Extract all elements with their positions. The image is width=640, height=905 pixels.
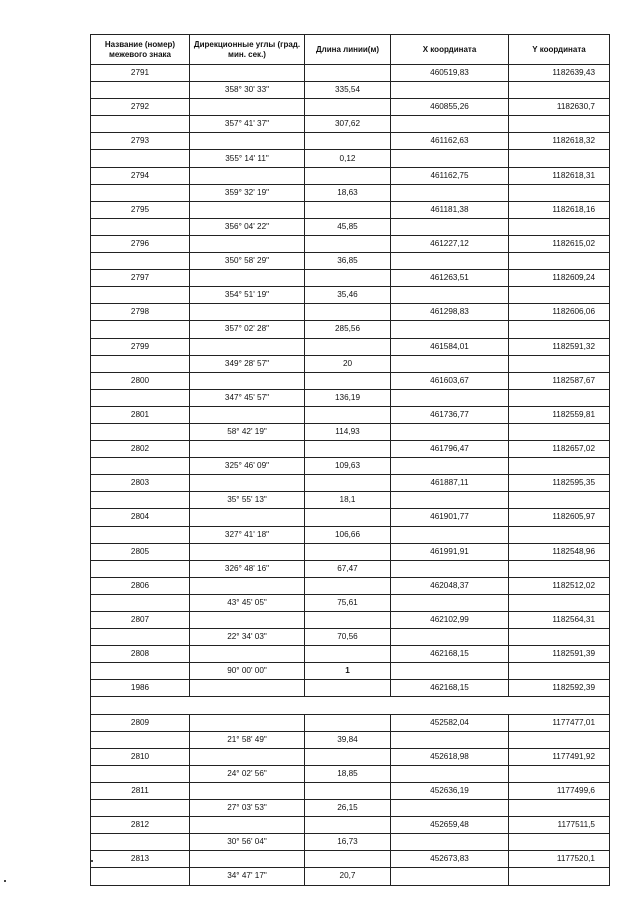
point-name-cell: 2801: [91, 406, 190, 423]
point-name-cell: [91, 492, 190, 509]
length-cell: 75,61: [305, 594, 391, 611]
y-coordinate-cell: 1182639,43: [509, 65, 610, 82]
angle-cell: [190, 817, 305, 834]
header-row: [91, 35, 610, 65]
point-row: [91, 304, 610, 321]
line-row: [91, 663, 610, 680]
x-coordinate-cell: 461162,63: [391, 133, 509, 150]
y-coordinate-cell: 1182605,97: [509, 509, 610, 526]
y-coordinate-cell: [509, 218, 610, 235]
x-coordinate-cell: [391, 150, 509, 167]
y-coordinate-cell: [509, 150, 610, 167]
point-row: [91, 509, 610, 526]
y-coordinate-cell: [509, 321, 610, 338]
point-name-cell: 2803: [91, 475, 190, 492]
point-row: [91, 782, 610, 799]
length-cell: [305, 714, 391, 731]
gap-cell: [91, 697, 610, 714]
point-row: [91, 235, 610, 252]
length-cell: 109,63: [305, 458, 391, 475]
y-coordinate-cell: [509, 663, 610, 680]
y-coordinate-cell: 1182618,32: [509, 133, 610, 150]
length-cell: 26,15: [305, 800, 391, 817]
point-row: [91, 372, 610, 389]
y-coordinate-cell: [509, 253, 610, 270]
gap-row: [91, 697, 610, 714]
y-coordinate-cell: [509, 629, 610, 646]
point-name-cell: 2806: [91, 577, 190, 594]
x-coordinate-cell: [391, 800, 509, 817]
angle-cell: [190, 99, 305, 116]
point-row: [91, 99, 610, 116]
y-coordinate-cell: [509, 287, 610, 304]
point-name-cell: 2798: [91, 304, 190, 321]
point-name-cell: 2808: [91, 646, 190, 663]
length-cell: [305, 338, 391, 355]
point-row: [91, 475, 610, 492]
angle-cell: 359° 32' 19": [190, 184, 305, 201]
x-coordinate-cell: [391, 287, 509, 304]
length-cell: 39,84: [305, 731, 391, 748]
y-coordinate-cell: [509, 116, 610, 133]
point-row: [91, 441, 610, 458]
point-name-cell: 1986: [91, 680, 190, 697]
length-cell: [305, 270, 391, 287]
x-coordinate-cell: [391, 834, 509, 851]
x-coordinate-cell: [391, 355, 509, 372]
x-coordinate-cell: [391, 218, 509, 235]
length-cell: [305, 851, 391, 868]
line-row: [91, 492, 610, 509]
x-coordinate-cell: 461887,11: [391, 475, 509, 492]
point-name-cell: 2805: [91, 543, 190, 560]
angle-cell: [190, 235, 305, 252]
length-cell: 16,73: [305, 834, 391, 851]
line-row: [91, 526, 610, 543]
y-coordinate-cell: 1177520,1: [509, 851, 610, 868]
point-name-cell: 2792: [91, 99, 190, 116]
length-cell: 335,54: [305, 82, 391, 99]
line-row: [91, 594, 610, 611]
x-coordinate-cell: [391, 82, 509, 99]
angle-cell: [190, 270, 305, 287]
line-row: [91, 218, 610, 235]
x-coordinate-cell: 452582,04: [391, 714, 509, 731]
length-cell: [305, 543, 391, 560]
angle-cell: 350° 58' 29": [190, 253, 305, 270]
point-name-cell: [91, 253, 190, 270]
line-row: [91, 765, 610, 782]
length-cell: [305, 475, 391, 492]
y-coordinate-cell: 1182657,02: [509, 441, 610, 458]
y-coordinate-cell: [509, 389, 610, 406]
x-coordinate-cell: 461227,12: [391, 235, 509, 252]
length-cell: 18,85: [305, 765, 391, 782]
x-coordinate-cell: 461901,77: [391, 509, 509, 526]
angle-cell: 327° 41' 18": [190, 526, 305, 543]
y-coordinate-cell: 1182615,02: [509, 235, 610, 252]
length-cell: 106,66: [305, 526, 391, 543]
length-cell: [305, 406, 391, 423]
length-cell: [305, 646, 391, 663]
x-coordinate-cell: [391, 423, 509, 440]
length-cell: [305, 65, 391, 82]
point-row: [91, 577, 610, 594]
x-coordinate-cell: [391, 458, 509, 475]
point-name-cell: [91, 594, 190, 611]
length-cell: [305, 99, 391, 116]
point-name-cell: [91, 150, 190, 167]
angle-cell: [190, 714, 305, 731]
angle-cell: [190, 577, 305, 594]
angle-cell: 349° 28' 57": [190, 355, 305, 372]
length-cell: 35,46: [305, 287, 391, 304]
point-name-cell: 2804: [91, 509, 190, 526]
x-coordinate-cell: [391, 594, 509, 611]
point-name-cell: [91, 765, 190, 782]
x-coordinate-cell: 461162,75: [391, 167, 509, 184]
x-coordinate-cell: 462102,99: [391, 612, 509, 629]
length-cell: [305, 167, 391, 184]
angle-cell: [190, 680, 305, 697]
point-name-cell: [91, 800, 190, 817]
angle-cell: 326° 48' 16": [190, 560, 305, 577]
y-coordinate-cell: [509, 800, 610, 817]
x-coordinate-cell: [391, 116, 509, 133]
scan-speck: [4, 880, 6, 882]
length-cell: 0,12: [305, 150, 391, 167]
angle-cell: 21° 58' 49": [190, 731, 305, 748]
x-coordinate-cell: 461796,47: [391, 441, 509, 458]
x-coordinate-cell: 461736,77: [391, 406, 509, 423]
angle-cell: [190, 372, 305, 389]
y-coordinate-cell: 1177477,01: [509, 714, 610, 731]
length-cell: 20: [305, 355, 391, 372]
line-row: [91, 800, 610, 817]
x-coordinate-cell: [391, 731, 509, 748]
point-name-cell: [91, 218, 190, 235]
length-cell: [305, 201, 391, 218]
angle-cell: 356° 04' 22": [190, 218, 305, 235]
point-name-cell: [91, 82, 190, 99]
line-row: [91, 868, 610, 885]
point-name-cell: [91, 834, 190, 851]
point-row: [91, 714, 610, 731]
angle-cell: [190, 133, 305, 150]
length-cell: 18,63: [305, 184, 391, 201]
point-name-cell: 2791: [91, 65, 190, 82]
length-cell: 67,47: [305, 560, 391, 577]
x-coordinate-cell: 452659,48: [391, 817, 509, 834]
length-cell: [305, 748, 391, 765]
y-coordinate-cell: 1182595,35: [509, 475, 610, 492]
y-coordinate-cell: 1182564,31: [509, 612, 610, 629]
y-coordinate-cell: 1182630,7: [509, 99, 610, 116]
length-cell: [305, 509, 391, 526]
point-row: [91, 646, 610, 663]
y-coordinate-cell: 1177499,6: [509, 782, 610, 799]
x-coordinate-cell: 452673,83: [391, 851, 509, 868]
y-coordinate-cell: [509, 355, 610, 372]
angle-cell: [190, 304, 305, 321]
angle-cell: 355° 14' 11": [190, 150, 305, 167]
x-coordinate-cell: 460519,83: [391, 65, 509, 82]
angle-cell: [190, 646, 305, 663]
point-name-cell: 2795: [91, 201, 190, 218]
y-coordinate-cell: 1182548,96: [509, 543, 610, 560]
point-row: [91, 133, 610, 150]
angle-cell: [190, 441, 305, 458]
line-row: [91, 150, 610, 167]
point-row: [91, 748, 610, 765]
y-coordinate-cell: 1182606,06: [509, 304, 610, 321]
point-name-cell: 2810: [91, 748, 190, 765]
y-coordinate-cell: 1177491,92: [509, 748, 610, 765]
table-body: [91, 65, 610, 886]
x-coordinate-cell: [391, 184, 509, 201]
point-row: [91, 612, 610, 629]
x-coordinate-cell: 462048,37: [391, 577, 509, 594]
y-coordinate-cell: 1182609,24: [509, 270, 610, 287]
line-row: [91, 321, 610, 338]
angle-cell: [190, 201, 305, 218]
point-name-cell: [91, 868, 190, 885]
point-name-cell: [91, 389, 190, 406]
point-name-cell: [91, 184, 190, 201]
x-coordinate-cell: 461263,51: [391, 270, 509, 287]
angle-cell: [190, 338, 305, 355]
angle-cell: 43° 45' 05": [190, 594, 305, 611]
point-name-cell: [91, 355, 190, 372]
point-row: [91, 65, 610, 82]
point-row: [91, 167, 610, 184]
angle-cell: [190, 406, 305, 423]
y-coordinate-cell: [509, 594, 610, 611]
line-row: [91, 116, 610, 133]
x-coordinate-cell: [391, 492, 509, 509]
x-coordinate-cell: [391, 868, 509, 885]
x-coordinate-cell: [391, 765, 509, 782]
scan-speck: [91, 860, 93, 862]
point-name-cell: 2807: [91, 612, 190, 629]
length-cell: 1: [305, 663, 391, 680]
point-name-cell: 2809: [91, 714, 190, 731]
point-name-cell: 2813: [91, 851, 190, 868]
line-row: [91, 82, 610, 99]
length-cell: 36,85: [305, 253, 391, 270]
point-name-cell: [91, 287, 190, 304]
x-coordinate-cell: 461298,83: [391, 304, 509, 321]
line-row: [91, 355, 610, 372]
point-row: [91, 201, 610, 218]
x-coordinate-cell: 461603,67: [391, 372, 509, 389]
x-coordinate-cell: [391, 526, 509, 543]
length-cell: 307,62: [305, 116, 391, 133]
point-row: [91, 406, 610, 423]
length-cell: [305, 441, 391, 458]
x-coordinate-cell: 462168,15: [391, 680, 509, 697]
point-name-cell: 2811: [91, 782, 190, 799]
angle-cell: [190, 612, 305, 629]
point-row: [91, 270, 610, 287]
point-name-cell: [91, 629, 190, 646]
y-coordinate-cell: 1182591,39: [509, 646, 610, 663]
point-name-cell: [91, 663, 190, 680]
angle-cell: 357° 02' 28": [190, 321, 305, 338]
length-cell: [305, 133, 391, 150]
line-row: [91, 287, 610, 304]
line-row: [91, 834, 610, 851]
length-cell: [305, 304, 391, 321]
y-coordinate-cell: [509, 731, 610, 748]
length-cell: [305, 612, 391, 629]
angle-cell: [190, 509, 305, 526]
point-name-cell: [91, 423, 190, 440]
x-coordinate-cell: 460855,26: [391, 99, 509, 116]
angle-cell: 354° 51' 19": [190, 287, 305, 304]
point-row: [91, 851, 610, 868]
angle-cell: [190, 65, 305, 82]
angle-cell: [190, 782, 305, 799]
line-row: [91, 423, 610, 440]
y-coordinate-cell: 1182618,16: [509, 201, 610, 218]
y-coordinate-cell: [509, 560, 610, 577]
x-coordinate-cell: 452618,98: [391, 748, 509, 765]
angle-cell: 27° 03' 53": [190, 800, 305, 817]
angle-cell: 30° 56' 04": [190, 834, 305, 851]
x-coordinate-cell: [391, 253, 509, 270]
x-coordinate-cell: [391, 629, 509, 646]
line-row: [91, 184, 610, 201]
y-coordinate-cell: 1182618,31: [509, 167, 610, 184]
line-row: [91, 560, 610, 577]
x-coordinate-cell: 462168,15: [391, 646, 509, 663]
y-coordinate-cell: 1182512,02: [509, 577, 610, 594]
length-cell: 18,1: [305, 492, 391, 509]
angle-cell: [190, 851, 305, 868]
y-coordinate-cell: 1182591,32: [509, 338, 610, 355]
y-coordinate-cell: [509, 82, 610, 99]
point-row: [91, 680, 610, 697]
point-row: [91, 338, 610, 355]
x-coordinate-cell: [391, 560, 509, 577]
point-name-cell: [91, 560, 190, 577]
line-row: [91, 253, 610, 270]
boundary-coordinates-table: [90, 34, 610, 886]
y-coordinate-cell: [509, 184, 610, 201]
angle-cell: 347° 45' 57": [190, 389, 305, 406]
point-name-cell: [91, 731, 190, 748]
y-coordinate-cell: [509, 423, 610, 440]
x-coordinate-cell: 461991,91: [391, 543, 509, 560]
x-coordinate-cell: 461584,01: [391, 338, 509, 355]
length-cell: [305, 782, 391, 799]
point-name-cell: 2802: [91, 441, 190, 458]
header-angles: Дирекционные углы (град. мин. сек.): [190, 35, 305, 65]
length-cell: 70,56: [305, 629, 391, 646]
angle-cell: [190, 167, 305, 184]
point-row: [91, 543, 610, 560]
line-row: [91, 458, 610, 475]
y-coordinate-cell: [509, 868, 610, 885]
length-cell: [305, 372, 391, 389]
length-cell: 20,7: [305, 868, 391, 885]
line-row: [91, 731, 610, 748]
point-name-cell: 2796: [91, 235, 190, 252]
angle-cell: 58° 42' 19": [190, 423, 305, 440]
x-coordinate-cell: 452636,19: [391, 782, 509, 799]
point-name-cell: 2797: [91, 270, 190, 287]
y-coordinate-cell: 1182559,81: [509, 406, 610, 423]
header-length: Длина линии(м): [305, 35, 391, 65]
header-name: Название (номер) межевого знака: [91, 35, 190, 65]
header-y: Y координата: [509, 35, 610, 65]
angle-cell: [190, 475, 305, 492]
length-cell: [305, 680, 391, 697]
length-cell: [305, 577, 391, 594]
length-cell: [305, 817, 391, 834]
x-coordinate-cell: [391, 389, 509, 406]
y-coordinate-cell: [509, 458, 610, 475]
y-coordinate-cell: [509, 834, 610, 851]
length-cell: [305, 235, 391, 252]
angle-cell: 22° 34' 03": [190, 629, 305, 646]
angle-cell: 24° 02' 56": [190, 765, 305, 782]
point-name-cell: 2812: [91, 817, 190, 834]
line-row: [91, 629, 610, 646]
y-coordinate-cell: [509, 765, 610, 782]
y-coordinate-cell: 1182592,39: [509, 680, 610, 697]
angle-cell: 357° 41' 37": [190, 116, 305, 133]
length-cell: 45,85: [305, 218, 391, 235]
length-cell: 136,19: [305, 389, 391, 406]
point-name-cell: [91, 526, 190, 543]
point-name-cell: 2794: [91, 167, 190, 184]
header-x: Х координата: [391, 35, 509, 65]
y-coordinate-cell: [509, 526, 610, 543]
point-name-cell: 2800: [91, 372, 190, 389]
y-coordinate-cell: [509, 492, 610, 509]
length-cell: 114,93: [305, 423, 391, 440]
length-cell: 285,56: [305, 321, 391, 338]
y-coordinate-cell: 1177511,5: [509, 817, 610, 834]
line-row: [91, 389, 610, 406]
angle-cell: [190, 748, 305, 765]
point-name-cell: 2799: [91, 338, 190, 355]
point-row: [91, 817, 610, 834]
point-name-cell: [91, 321, 190, 338]
point-name-cell: [91, 458, 190, 475]
x-coordinate-cell: [391, 663, 509, 680]
y-coordinate-cell: 1182587,67: [509, 372, 610, 389]
point-name-cell: [91, 116, 190, 133]
angle-cell: 34° 47' 17": [190, 868, 305, 885]
angle-cell: [190, 543, 305, 560]
x-coordinate-cell: [391, 321, 509, 338]
angle-cell: 90° 00' 00": [190, 663, 305, 680]
angle-cell: 358° 30' 33": [190, 82, 305, 99]
x-coordinate-cell: 461181,38: [391, 201, 509, 218]
angle-cell: 325° 46' 09": [190, 458, 305, 475]
angle-cell: 35° 55' 13": [190, 492, 305, 509]
point-name-cell: 2793: [91, 133, 190, 150]
